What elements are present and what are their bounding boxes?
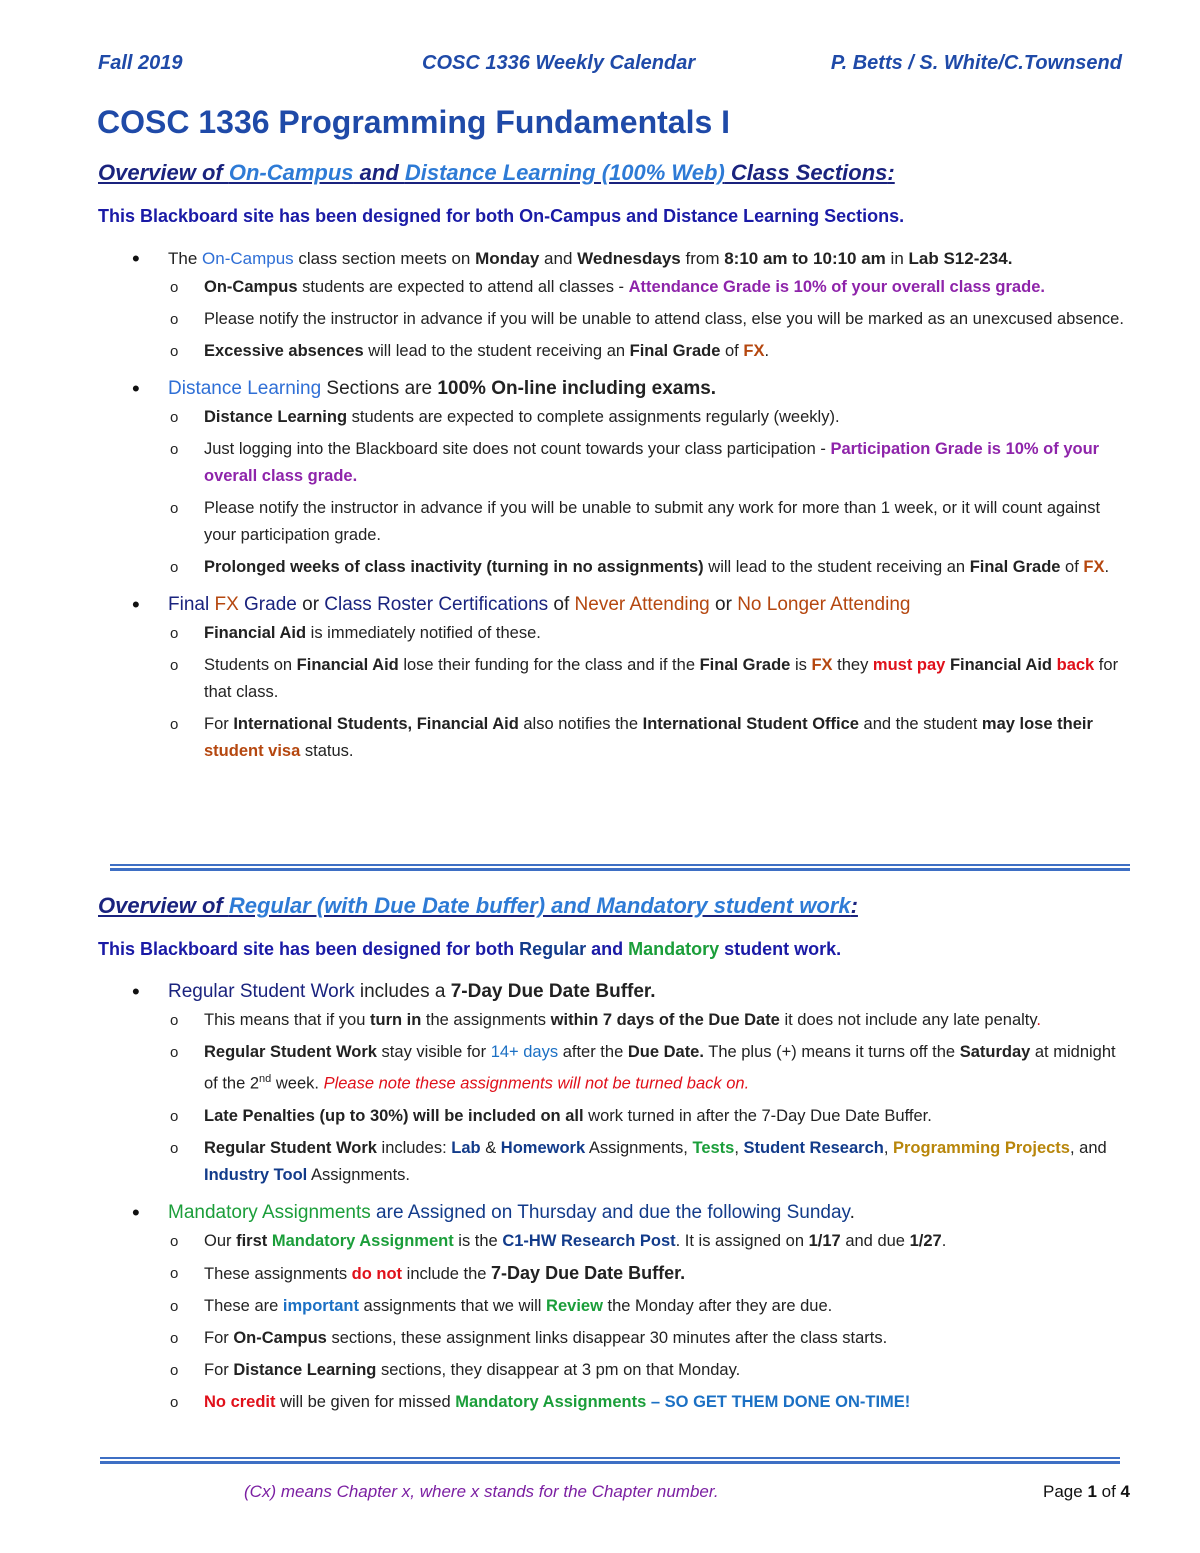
header-term: Fall 2019 <box>98 52 183 74</box>
bullet-lead: • Regular Student Work includes a 7-Day Due Date Buffer. <box>168 981 656 1002</box>
list-item: o Just logging into the Blackboard site does not count towards your class participation - Participation Grade is 10% of your overall class grade. <box>168 436 1128 490</box>
list-item: o For On-Campus sections, these assignment links disappear 30 minutes after the class starts. <box>168 1325 1128 1352</box>
list-item: o Regular Student Work includes: Lab & Homework Assignments, Tests, Student Research, Programming Projects, and Industry Tool Assignments. <box>168 1135 1128 1189</box>
list-item: o Late Penalties (up to 30%) will be included on all work turned in after the 7-Day Due Date Buffer. <box>168 1103 1128 1130</box>
bullet-lead: • Final FX Grade or Class Roster Certifications of Never Attending or No Longer Attending <box>168 594 911 615</box>
footer-note: (Cx) means Chapter x, where x stands for the Chapter number. <box>244 1482 719 1501</box>
list-item: o This means that if you turn in the assignments within 7 days of the Due Date it does not include any late penalty. <box>168 1007 1128 1034</box>
bullet-distance-learning <box>128 375 1128 581</box>
bullet-lead: • Mandatory Assignments are Assigned on Thursday and due the following Sunday. <box>168 1201 855 1223</box>
header-course-calendar: COSC 1336 Weekly Calendar <box>422 52 696 74</box>
list-item: o For International Students, Financial Aid also notifies the International Student Office and the student may lose their student visa status. <box>168 711 1128 765</box>
bullet-on-campus <box>128 245 1128 365</box>
list-item: o Excessive absences will lead to the student receiving an Final Grade of FX. <box>168 338 1128 365</box>
page-title: COSC 1336 Programming Fundamentals I <box>97 104 731 140</box>
list-item: o These assignments do not include the 7-Day Due Date Buffer. <box>168 1260 1128 1288</box>
section2-heading: Overview of Regular (with Due Date buffer) and Mandatory student work: <box>98 893 858 918</box>
section1-heading: Overview of On-Campus and Distance Learning (100% Web) Class Sections: <box>98 160 895 185</box>
list-item: o These are important assignments that we will Review the Monday after they are due. <box>168 1293 1128 1320</box>
list-item: o Financial Aid is immediately notified of these. <box>168 620 1128 647</box>
section1-subheading: This Blackboard site has been designed for both On-Campus and Distance Learning Sections. <box>98 206 905 226</box>
list-item: o Our first Mandatory Assignment is the C1-HW Research Post. It is assigned on 1/17 and due 1/27. <box>168 1228 1128 1255</box>
section2-list <box>128 978 1128 1426</box>
bullet-final-fx-grade <box>128 591 1128 765</box>
section2-subheading: This Blackboard site has been designed for both Regular and Mandatory student work. <box>98 939 842 959</box>
section1-list <box>128 245 1128 775</box>
list-item: o Please notify the instructor in advance if you will be unable to submit any work for more than 1 week, or it will count against your participation grade. <box>168 495 1128 549</box>
page-number: Page 1 of 4 <box>1043 1482 1130 1501</box>
list-item: o No credit will be given for missed Mandatory Assignments – SO GET THEM DONE ON-TIME! <box>168 1389 1128 1416</box>
list-item: o Distance Learning students are expected to complete assignments regularly (weekly). <box>168 404 1128 431</box>
bullet-regular-work <box>128 978 1128 1189</box>
list-item: o Students on Financial Aid lose their funding for the class and if the Final Grade is FX they must pay Financial Aid back for that class. <box>168 652 1128 706</box>
bullet-lead: • The On-Campus class section meets on Monday and Wednesdays from 8:10 am to 10:10 am in Lab S12-234. <box>168 249 1013 268</box>
bullet-mandatory-assignments <box>128 1199 1128 1416</box>
list-item: o Please notify the instructor in advance if you will be unable to attend class, else you will be marked as an unexcused absence. <box>168 306 1128 333</box>
list-item: o On-Campus students are expected to attend all classes - Attendance Grade is 10% of your overall class grade. <box>168 274 1128 301</box>
list-item: o For Distance Learning sections, they disappear at 3 pm on that Monday. <box>168 1357 1128 1384</box>
list-item: o Prolonged weeks of class inactivity (turning in no assignments) will lead to the student receiving an Final Grade of FX. <box>168 554 1128 581</box>
footer-divider <box>100 1457 1120 1463</box>
list-item: o Regular Student Work stay visible for 14+ days after the Due Date. The plus (+) means it turns off the Saturday at midnight of the 2nd week. Please note these assignments will not be turned back on. <box>168 1039 1128 1098</box>
divider <box>110 864 1130 870</box>
bullet-lead: • Distance Learning Sections are 100% On-line including exams. <box>168 378 717 399</box>
header-instructors: P. Betts / S. White/C.Townsend <box>830 52 1122 74</box>
